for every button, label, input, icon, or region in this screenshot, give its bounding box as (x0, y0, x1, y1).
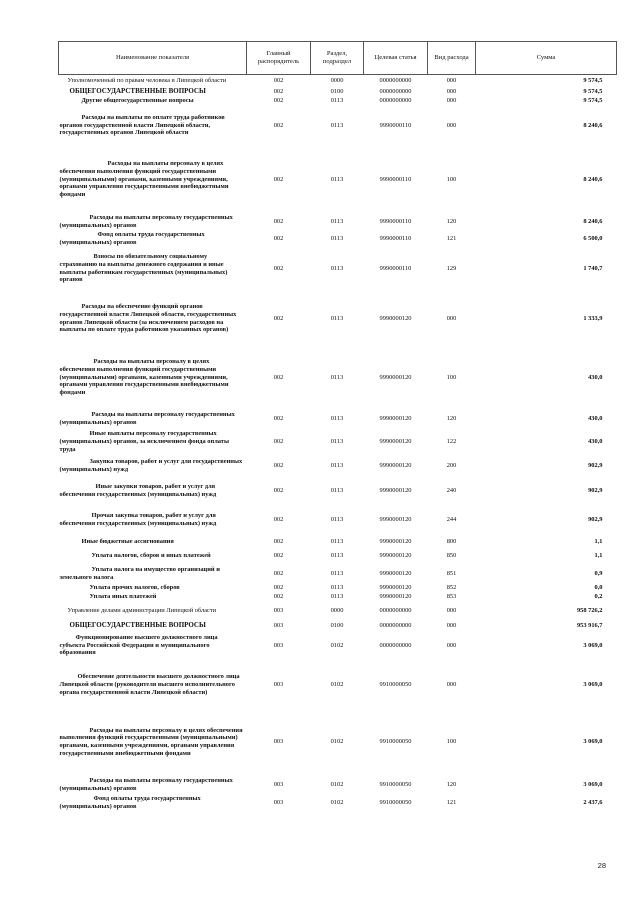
chief-administrator-cell: 002 (273, 570, 284, 578)
table-header-row (59, 42, 617, 75)
table-row (59, 88, 617, 97)
expense-type-cell: 240 (446, 486, 457, 494)
table-row (59, 593, 617, 602)
indicator-name-text: Взносы по обязательному социальному страхованию на выплаты денежного содержания и иные выплаты работникам государственных (муниципальных) органов (59, 253, 228, 284)
header-section-subsection: Раздел, подраздел (311, 42, 364, 75)
expense-type-cell: 100 (446, 738, 457, 746)
indicator-name-cell (59, 775, 247, 795)
section-cell: 0102 (330, 641, 344, 649)
indicator-name-cell (59, 106, 247, 146)
indicator-name-cell (59, 429, 247, 456)
amount-cell: 953 916,7 (576, 621, 603, 629)
expense-type-cell: 122 (446, 438, 457, 446)
section-cell: 0102 (330, 738, 344, 746)
indicator-name-cell (59, 88, 247, 97)
target-article-cell: 9990000120 (379, 314, 412, 322)
amount-cell: 3 069,0 (583, 780, 603, 788)
expense-type-cell: 129 (446, 264, 457, 272)
expense-type-cell: 850 (446, 552, 457, 560)
expense-type-cell: 000 (446, 681, 457, 689)
expense-type-cell: 120 (446, 780, 457, 788)
indicator-name-text: Другие общегосударственные вопросы (81, 97, 194, 105)
target-article-cell: 0000000000 (379, 88, 412, 96)
indicator-name-text: Иные выплаты персоналу государственных (муниципальных) органов, за исключением фонда оплаты труда (59, 430, 229, 453)
expense-type-cell: 851 (446, 570, 457, 578)
target-article-cell: 9990000120 (379, 570, 412, 578)
amount-cell: 430,0 (588, 414, 603, 422)
expense-type-cell: 000 (446, 607, 457, 615)
table-row (59, 75, 617, 88)
table-row (59, 548, 617, 565)
section-cell: 0113 (330, 537, 344, 545)
indicator-name-cell (59, 710, 247, 775)
table-row (59, 146, 617, 214)
chief-administrator-cell: 002 (273, 88, 284, 96)
indicator-name-text: Управление делами администрации Липецкой области (67, 607, 217, 615)
chief-administrator-cell: 002 (273, 486, 284, 494)
chief-administrator-cell: 003 (273, 780, 284, 788)
table-header (59, 42, 617, 75)
indicator-name-cell (59, 795, 247, 812)
chief-administrator-cell: 003 (273, 621, 284, 629)
target-article-cell: 9990000120 (379, 584, 412, 592)
indicator-name-text: Расходы на выплаты персоналу в целях обеспечения выполнения функций государственными (муниципальными) органами, казенными учреждениями, органами управления государственными внебюджетными фондами (59, 160, 229, 199)
indicator-name-text: Уплата налога на имущество организаций и земельного налога (59, 566, 220, 581)
expense-type-cell: 000 (446, 77, 457, 85)
expense-type-cell: 000 (446, 88, 457, 96)
target-article-cell: 9990000120 (379, 462, 412, 470)
table-row (59, 214, 617, 231)
table-row (59, 775, 617, 795)
target-article-cell: 9990000120 (379, 414, 412, 422)
target-article-cell: 9990000110 (379, 264, 412, 272)
amount-cell: 1 333,9 (583, 314, 603, 322)
indicator-name-text: Фонд оплаты труда государственных (муниципальных) органов (59, 230, 205, 246)
target-article-cell: 9990000120 (379, 373, 412, 381)
table-row (59, 429, 617, 456)
chief-administrator-cell: 003 (273, 681, 284, 689)
chief-administrator-cell: 003 (273, 641, 284, 649)
chief-administrator-cell: 003 (273, 607, 284, 615)
section-cell: 0100 (330, 88, 344, 96)
table-body (59, 75, 617, 812)
chief-administrator-cell: 002 (273, 584, 284, 592)
indicator-name-text: Иные закупки товаров, работ и услуг для обеспечения государственных (муниципальных) нужд (59, 482, 217, 498)
chief-administrator-cell: 003 (273, 799, 284, 807)
section-cell: 0113 (330, 593, 344, 601)
target-article-cell: 9990000120 (379, 516, 412, 524)
table-row (59, 456, 617, 477)
table-row (59, 795, 617, 812)
chief-administrator-cell: 002 (273, 414, 284, 422)
indicator-name-cell (59, 548, 247, 565)
amount-cell: 430,0 (588, 373, 603, 381)
amount-cell: 8 240,6 (583, 121, 603, 129)
indicator-name-cell (59, 409, 247, 429)
amount-cell: 1,1 (594, 537, 603, 545)
amount-cell: 8 240,6 (583, 175, 603, 183)
table-row (59, 602, 617, 621)
expense-type-cell: 100 (446, 175, 457, 183)
section-cell: 0000 (330, 77, 344, 85)
chief-administrator-cell: 002 (273, 218, 284, 226)
expense-type-cell: 100 (446, 373, 457, 381)
chief-administrator-cell: 002 (273, 462, 284, 470)
amount-cell: 3 069,0 (583, 641, 603, 649)
section-cell: 0113 (330, 175, 344, 183)
chief-administrator-cell: 002 (273, 516, 284, 524)
expense-type-cell: 000 (446, 621, 457, 629)
indicator-name-text: Фонд оплаты труда государственных (муниципальных) органов (59, 795, 201, 810)
chief-administrator-cell: 002 (273, 97, 284, 105)
indicator-name-text: Функционирование высшего должностного лица субъекта Российской Федерации и муниципального образования (59, 633, 218, 657)
indicator-name-text: Уплата налогов, сборов и иных платежей (91, 552, 211, 560)
target-article-cell: 0000000000 (379, 97, 412, 105)
chief-administrator-cell: 002 (273, 438, 284, 446)
indicator-name-text: Расходы на выплаты персоналу государственных (муниципальных) органов (59, 776, 233, 792)
header-expense-type: Вид расхода (428, 42, 476, 75)
section-cell: 0102 (330, 780, 344, 788)
section-cell: 0102 (330, 799, 344, 807)
section-cell: 0113 (330, 438, 344, 446)
section-cell: 0113 (330, 570, 344, 578)
target-article-cell: 9910000050 (379, 799, 412, 807)
table-row (59, 631, 617, 661)
amount-cell: 902,9 (588, 516, 603, 524)
table-row (59, 477, 617, 505)
target-article-cell: 9990000120 (379, 537, 412, 545)
indicator-name-text: Расходы на выплаты по оплате труда работников органов государственной власти Липецкой области, государственных органов Липецкой области (59, 113, 225, 137)
page-number: 28 (597, 861, 606, 870)
table-row (59, 247, 617, 291)
document-page (58, 41, 616, 812)
table-row (59, 584, 617, 593)
indicator-name-text: Уплата прочих налогов, сборов (89, 584, 180, 592)
chief-administrator-cell: 002 (273, 175, 284, 183)
header-chief-administrator: Главный распорядитель (247, 42, 311, 75)
indicator-name-text: Иные бюджетные ассигнования (81, 537, 174, 545)
indicator-name-cell (59, 505, 247, 536)
expense-type-cell: 800 (446, 537, 457, 545)
header-target-article: Целевая статья (364, 42, 428, 75)
indicator-name-cell (59, 536, 247, 548)
amount-cell: 0,2 (594, 593, 603, 601)
expense-type-cell: 120 (446, 414, 457, 422)
table-row (59, 710, 617, 775)
expense-type-cell: 200 (446, 462, 457, 470)
indicator-name-cell (59, 146, 247, 214)
chief-administrator-cell: 002 (273, 121, 284, 129)
section-cell: 0113 (330, 552, 344, 560)
section-cell: 0113 (330, 234, 344, 242)
target-article-cell: 9990000120 (379, 552, 412, 560)
indicator-name-text: Расходы на выплаты персоналу государственных (муниципальных) органов (59, 410, 235, 426)
indicator-name-cell (59, 347, 247, 409)
target-article-cell: 9990000120 (379, 593, 412, 601)
section-cell: 0102 (330, 681, 344, 689)
table-row (59, 505, 617, 536)
target-article-cell: 9990000120 (379, 438, 412, 446)
indicator-name-cell (59, 75, 247, 88)
section-cell: 0113 (330, 218, 344, 226)
amount-cell: 3 069,0 (583, 738, 603, 746)
expense-type-cell: 244 (446, 516, 457, 524)
chief-administrator-cell: 002 (273, 264, 284, 272)
table-row (59, 231, 617, 247)
section-cell: 0113 (330, 584, 344, 592)
indicator-name-cell (59, 247, 247, 291)
section-cell: 0113 (330, 314, 344, 322)
amount-cell: 9 574,5 (583, 97, 603, 105)
expense-type-cell: 000 (446, 314, 457, 322)
expense-type-cell: 000 (446, 641, 457, 649)
header-indicator-name: Наименование показателя (59, 42, 247, 75)
amount-cell: 1,1 (594, 552, 603, 560)
indicator-name-cell (59, 291, 247, 347)
table-row (59, 97, 617, 106)
target-article-cell: 0000000000 (379, 607, 412, 615)
section-cell: 0113 (330, 373, 344, 381)
amount-cell: 8 240,6 (583, 218, 603, 226)
expense-type-cell: 000 (446, 121, 457, 129)
expense-type-cell: 000 (446, 97, 457, 105)
section-cell: 0113 (330, 486, 344, 494)
target-article-cell: 9990000110 (379, 121, 412, 129)
table-row (59, 536, 617, 548)
chief-administrator-cell: 003 (273, 738, 284, 746)
amount-cell: 9 574,5 (583, 77, 603, 85)
indicator-name-cell (59, 214, 247, 231)
chief-administrator-cell: 002 (273, 593, 284, 601)
expense-type-cell: 120 (446, 218, 457, 226)
section-cell: 0113 (330, 264, 344, 272)
indicator-name-cell (59, 631, 247, 661)
indicator-name-cell (59, 565, 247, 584)
amount-cell: 3 069,0 (583, 681, 603, 689)
chief-administrator-cell: 002 (273, 314, 284, 322)
amount-cell: 6 500,0 (583, 234, 603, 242)
amount-cell: 958 726,2 (576, 607, 603, 615)
indicator-name-text: Уполномоченный по правам человека в Липецкой области (67, 77, 227, 85)
section-cell: 0113 (330, 414, 344, 422)
target-article-cell: 0000000000 (379, 621, 412, 629)
expense-type-cell: 853 (446, 593, 457, 601)
amount-cell: 0,0 (594, 584, 603, 592)
target-article-cell: 9910000050 (379, 738, 412, 746)
table-row (59, 621, 617, 631)
target-article-cell: 0000000000 (379, 77, 412, 85)
indicator-name-cell (59, 593, 247, 602)
section-cell: 0000 (330, 607, 344, 615)
indicator-name-text: Расходы на выплаты персоналу государственных (муниципальных) органов (59, 214, 233, 229)
section-cell: 0113 (330, 121, 344, 129)
indicator-name-text: Расходы на выплаты персоналу в целях обеспечения выполнения функций государственными (муниципальными) органами, казенными учреждениями, органами управления государственными внебюджетными фондами (59, 358, 229, 397)
target-article-cell: 9910000050 (379, 681, 412, 689)
target-article-cell: 9990000110 (379, 218, 412, 226)
target-article-cell: 9990000120 (379, 486, 412, 494)
target-article-cell: 9910000050 (379, 780, 412, 788)
chief-administrator-cell: 002 (273, 77, 284, 85)
indicator-name-cell (59, 584, 247, 593)
target-article-cell: 0000000000 (379, 641, 412, 649)
target-article-cell: 9990000110 (379, 234, 412, 242)
section-cell: 0113 (330, 462, 344, 470)
indicator-name-text: Расходы на обеспечение функций органов государственной власти Липецкой области, государственных органов Липецкой области (за исключением расходов на выплаты по оплате труда работников указанных органов) (59, 303, 237, 334)
amount-cell: 430,0 (588, 438, 603, 446)
amount-cell: 0,9 (594, 570, 603, 578)
expense-type-cell: 121 (446, 799, 457, 807)
section-cell: 0113 (330, 97, 344, 105)
indicator-name-cell (59, 602, 247, 621)
indicator-name-text: ОБЩЕГОСУДАРСТВЕННЫЕ ВОПРОСЫ (69, 620, 206, 629)
chief-administrator-cell: 002 (273, 373, 284, 381)
indicator-name-cell (59, 621, 247, 631)
target-article-cell: 9990000110 (379, 175, 412, 183)
chief-administrator-cell: 002 (273, 537, 284, 545)
header-amount: Сумма (476, 42, 617, 75)
table-row (59, 106, 617, 146)
amount-cell: 2 437,6 (583, 799, 603, 807)
table-row (59, 565, 617, 584)
indicator-name-text: Обеспечение деятельности высшего должностного лица Липецкой области (руководителя высшего исполнительного органа государственной власти Липецкой области) (59, 673, 240, 696)
amount-cell: 1 740,7 (583, 264, 603, 272)
indicator-name-text: Прочая закупка товаров, работ и услуг для обеспечения государственных (муниципальных) нужд (59, 512, 217, 527)
amount-cell: 902,9 (588, 486, 603, 494)
chief-administrator-cell: 002 (273, 234, 284, 242)
section-cell: 0100 (330, 621, 344, 629)
amount-cell: 902,9 (588, 462, 603, 470)
indicator-name-text: ОБЩЕГОСУДАРСТВЕННЫЕ ВОПРОСЫ (69, 87, 206, 96)
section-cell: 0113 (330, 516, 344, 524)
expense-type-cell: 121 (446, 234, 457, 242)
table-row (59, 291, 617, 347)
indicator-name-cell (59, 231, 247, 247)
table-row (59, 409, 617, 429)
indicator-name-text: Закупка товаров, работ и услуг для государственных (муниципальных) нужд (59, 458, 243, 473)
chief-administrator-cell: 002 (273, 552, 284, 560)
indicator-name-text: Уплата иных платежей (89, 593, 157, 601)
indicator-name-cell (59, 661, 247, 710)
indicator-name-text: Расходы на выплаты персоналу в целях обеспечения выполнения функций государственными (муниципальными) органами, казенными учреждениями, органами управления государственными внебюджетными фондами (59, 726, 243, 757)
expense-type-cell: 852 (446, 584, 457, 592)
budget-table (58, 41, 617, 812)
indicator-name-cell (59, 477, 247, 505)
table-row (59, 347, 617, 409)
indicator-name-cell (59, 456, 247, 477)
amount-cell: 9 574,5 (583, 88, 603, 96)
indicator-name-cell (59, 97, 247, 106)
table-row (59, 661, 617, 710)
